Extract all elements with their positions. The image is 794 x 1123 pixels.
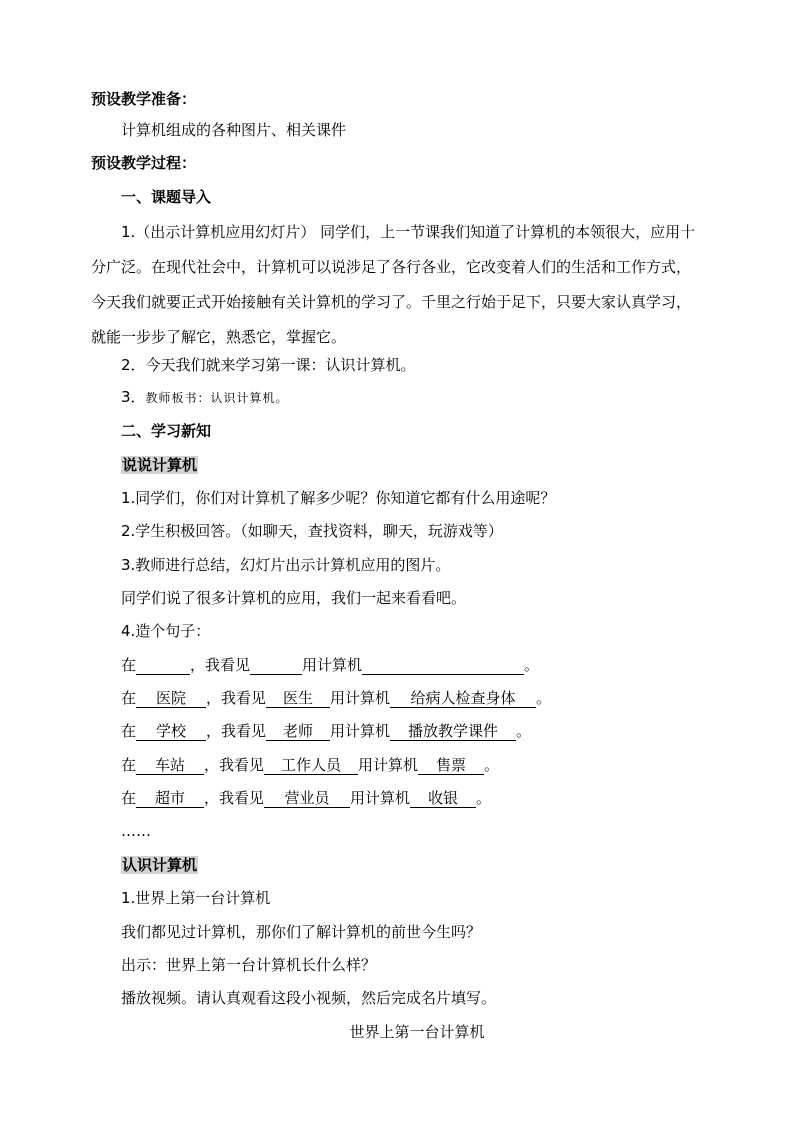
word-use: 用计算机: [330, 689, 391, 707]
blank-action: 收银: [410, 789, 476, 808]
blank-place: 车站: [136, 756, 204, 775]
subheading-know-computer: [121, 854, 198, 876]
blank-person: 医生: [266, 689, 330, 708]
blank-place: [136, 656, 190, 675]
blank-person: 老师: [266, 722, 330, 741]
question-4: 同学们说了很多计算机的应用，我们一起来看看吧。: [121, 589, 467, 607]
question-1: 1.同学们，你们对计算机了解多少呢？你知道它都有什么用途呢？: [121, 489, 556, 507]
word-end: 。: [484, 756, 500, 774]
word-end: 。: [516, 722, 532, 740]
section-2-title: 二、学习新知: [121, 422, 212, 440]
section-1-title: 一、课题导入: [121, 188, 212, 206]
blank-person: [250, 656, 302, 675]
ellipsis: ……: [121, 822, 151, 840]
section-1-paragraph-2: 2．今天我们就来学习第一课：认识计算机。: [121, 356, 416, 374]
word-at: 在: [121, 656, 137, 674]
prep-title: 预设教学准备：: [91, 90, 197, 108]
blank-place: 超市: [136, 789, 204, 808]
reading-4: 播放视频。请认真观看这段小视频，然后完成名片填写。: [121, 989, 497, 1007]
word-end: 。: [536, 689, 552, 707]
caption-first-computer: 世界上第一台计算机: [349, 1023, 485, 1041]
sentence-row-school: [121, 720, 531, 742]
word-end: 。: [476, 789, 492, 807]
blank-action: 售票: [418, 756, 484, 775]
blank-person: 营业员: [264, 789, 350, 808]
question-2: 2.学生积极回答。（如聊天，查找资料，聊天，玩游戏等）: [121, 522, 503, 540]
word-use: 用计算机: [350, 789, 411, 807]
sentence-row-supermarket: [121, 787, 491, 809]
word-use: 用计算机: [302, 656, 363, 674]
question-3: 3.教师进行总结，幻灯片出示计算机应用的图片。: [121, 556, 451, 574]
blank-place: 学校: [136, 722, 206, 741]
sentence-row-template: [121, 654, 539, 676]
word-see: ，我看见: [204, 756, 265, 774]
blank-place: 医院: [136, 689, 206, 708]
sentence-row-hospital: [121, 687, 551, 709]
reading-3: 出示：世界上第一台计算机长什么样？: [121, 956, 377, 974]
blank-person: 工作人员: [264, 756, 358, 775]
word-see: ，我看见: [206, 689, 267, 707]
word-at: 在: [121, 756, 137, 774]
board-writing: 教师板书：认识计算机。: [145, 391, 289, 405]
process-title: 预设教学过程：: [91, 154, 197, 172]
word-end: 。: [524, 656, 540, 674]
word-see: ，我看见: [206, 722, 267, 740]
word-at: 在: [121, 789, 137, 807]
word-at: 在: [121, 722, 137, 740]
reading-2: 我们都见过计算机，那你们了解计算机的前世今生吗？: [121, 923, 482, 941]
subheading-highlight: 认识计算机: [122, 856, 198, 874]
subheading-talk-about-computer: [121, 454, 198, 476]
prep-content: 计算机组成的各种图片、相关课件: [121, 121, 347, 139]
section-1-paragraph-3: [121, 386, 289, 409]
reading-1: 1.世界上第一台计算机: [121, 889, 271, 907]
word-see: ，我看见: [204, 789, 265, 807]
subheading-highlight: 说说计算机: [122, 456, 198, 474]
blank-action: [362, 656, 524, 675]
word-use: 用计算机: [330, 722, 391, 740]
blank-action: 给病人检查身体: [390, 689, 536, 708]
word-at: 在: [121, 689, 137, 707]
sentence-row-station: [121, 754, 499, 776]
question-5: 4.造个句子：: [121, 622, 211, 640]
paragraph-3-number: 3．: [121, 388, 146, 406]
word-see: ，我看见: [190, 656, 251, 674]
section-1-paragraph-1: 1.（出示计算机应用幻灯片） 同学们，上一节课我们知道了计算机的本领很大，应用十分广泛。在现代社会中，计算机可以说涉足了各行各业，它改变着人们的生活和工作方式，今天我们就要正式开始接触有关计算机的学习了。千里之行始于足下，只要大家认真学习，就能一步步了解它，熟悉它，掌握它。: [91, 223, 696, 346]
blank-action: 播放教学课件: [390, 722, 516, 741]
word-use: 用计算机: [358, 756, 419, 774]
